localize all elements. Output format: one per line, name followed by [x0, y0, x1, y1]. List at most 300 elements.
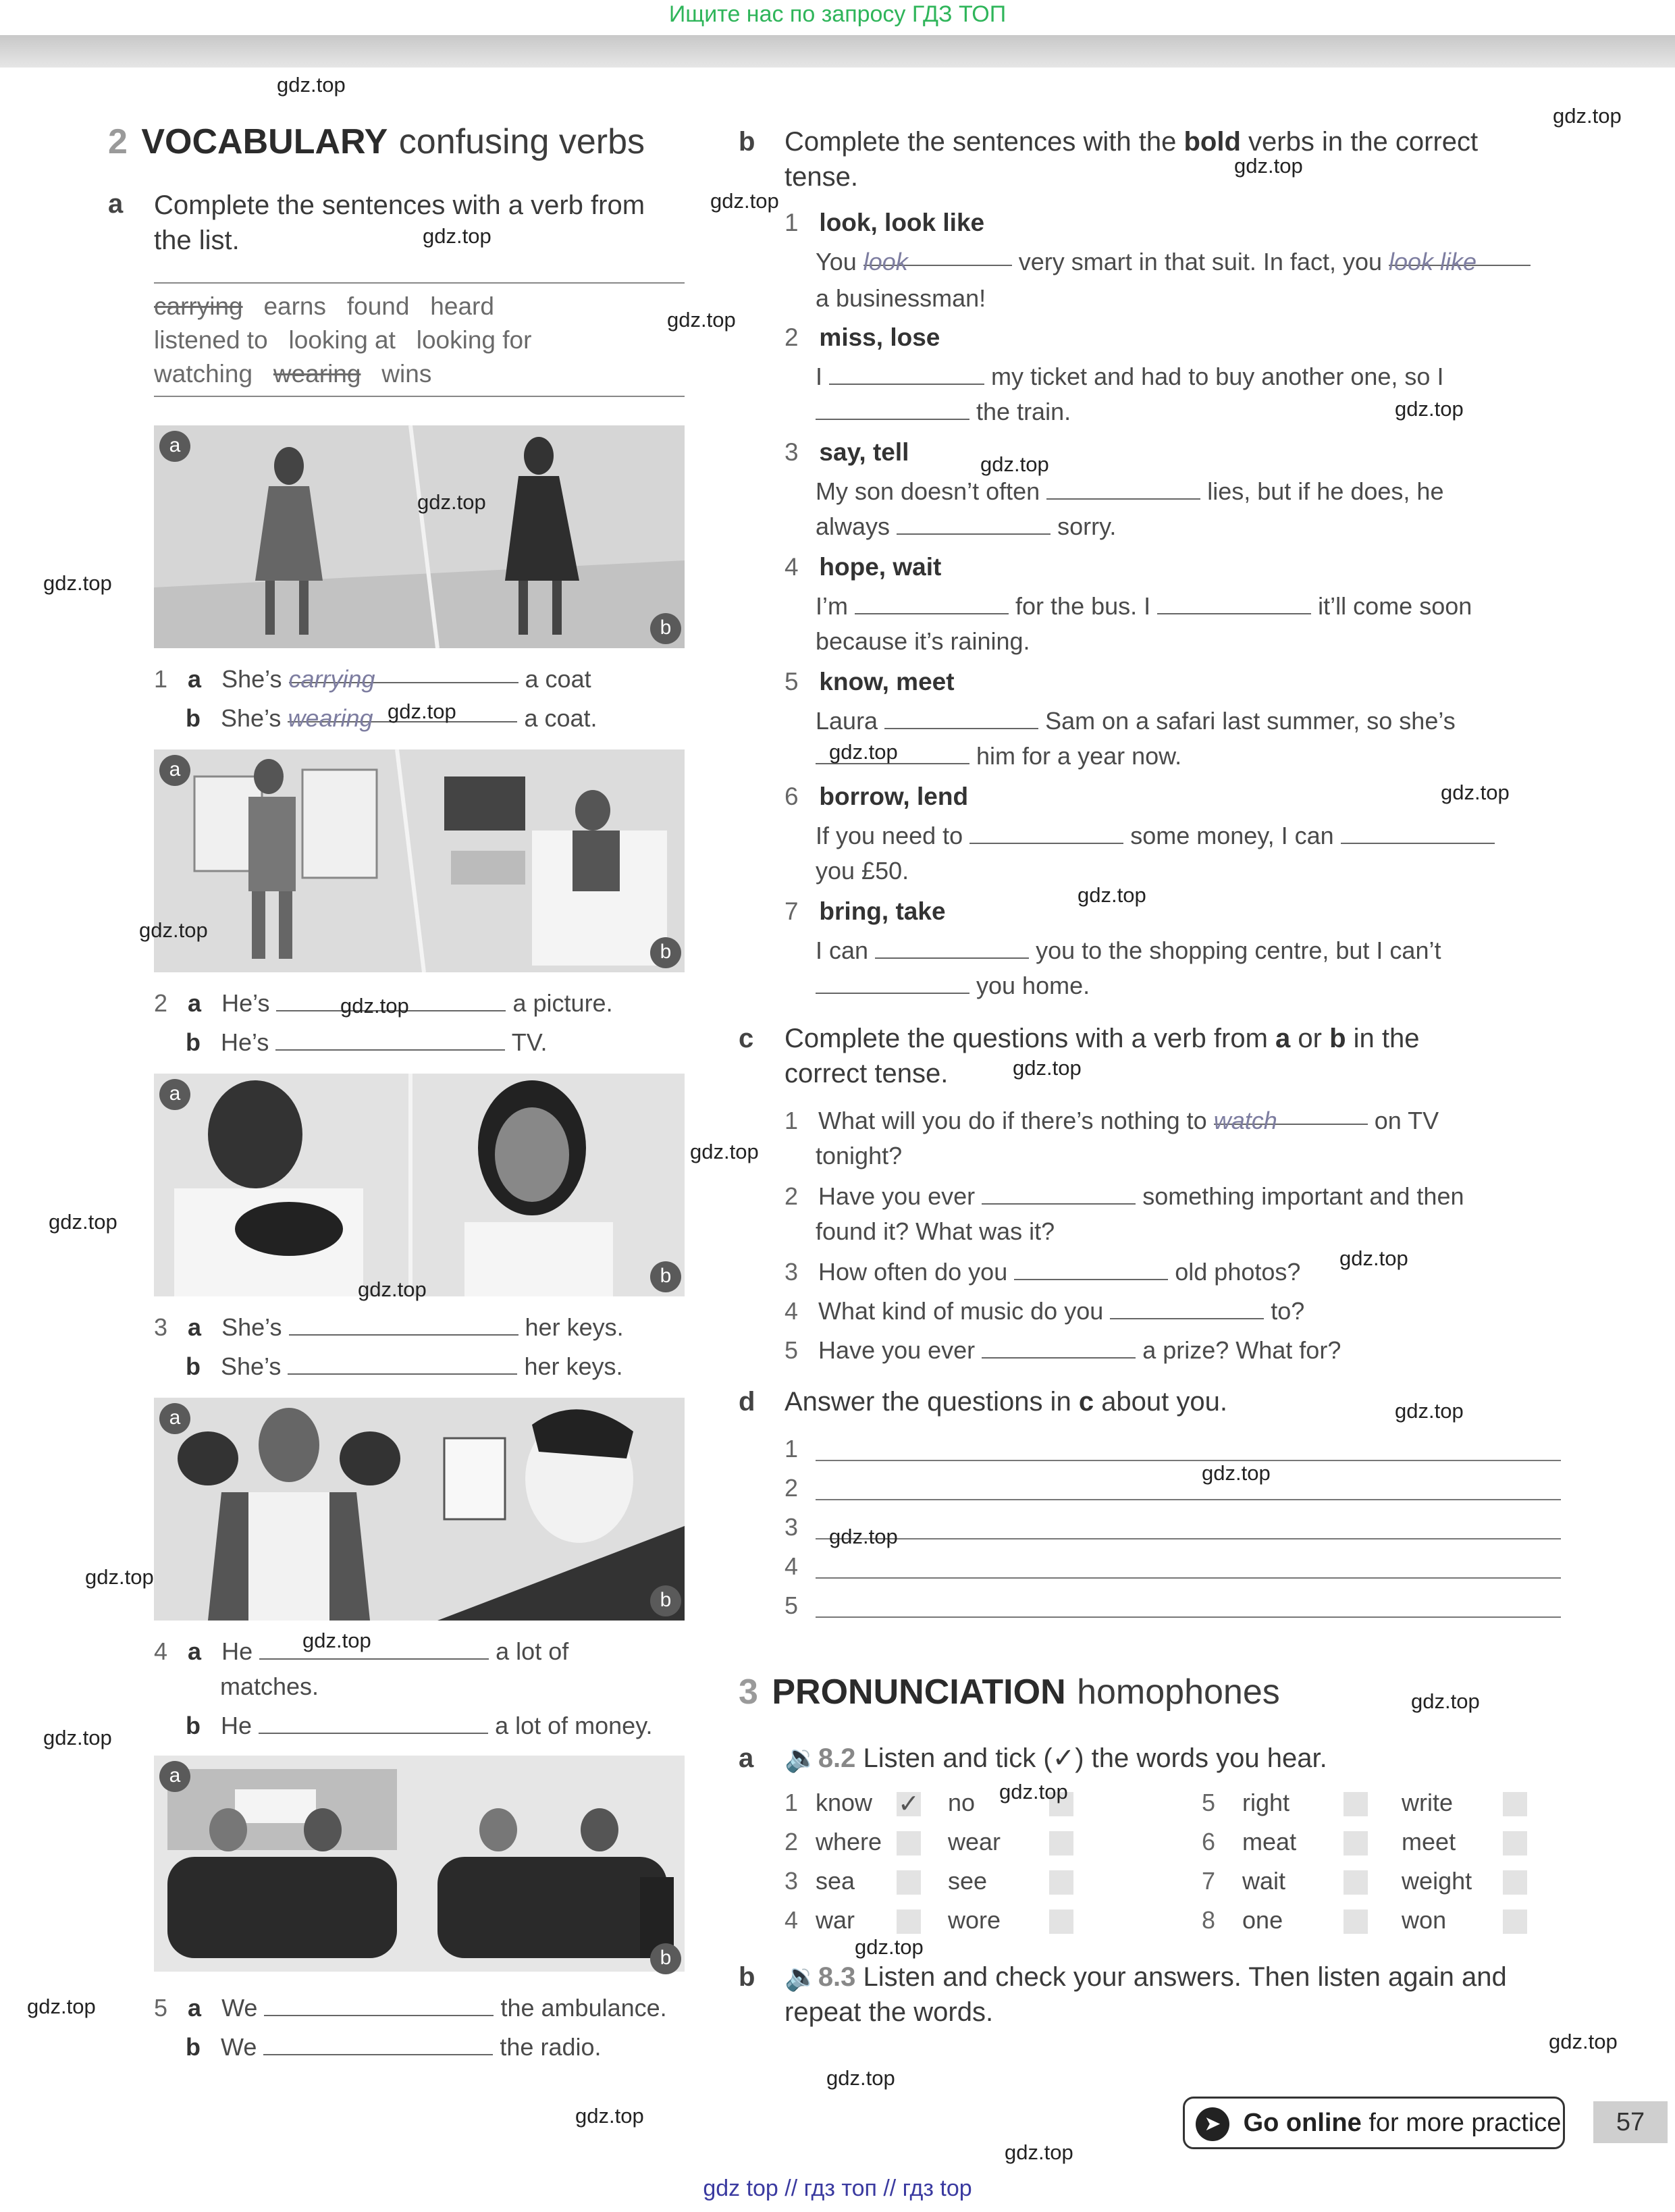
filled-answer: watch: [1213, 1107, 1277, 1134]
answer-blank[interactable]: [1389, 244, 1531, 275]
picture-tag-b: b: [650, 1261, 681, 1292]
text: Have you ever: [818, 1182, 976, 1210]
illustration-boxer-money-drawing: [154, 1398, 685, 1621]
answer-blank[interactable]: [275, 1029, 505, 1051]
item-verbs: miss, lose: [819, 323, 940, 351]
answer-blank[interactable]: [1014, 1259, 1168, 1280]
c-item-4: [785, 1294, 1304, 1329]
watermark: gdz.top: [829, 740, 898, 764]
tick-box[interactable]: [1049, 1831, 1073, 1855]
answer-blank[interactable]: [288, 662, 519, 693]
picture-tag-a: a: [159, 431, 190, 462]
item-number: 5: [785, 1336, 799, 1364]
watermark: gdz.top: [358, 1278, 427, 1301]
watermark: gdz.top: [43, 1726, 112, 1749]
item-verbs: bring, take: [819, 897, 946, 925]
tick-box[interactable]: [1344, 1792, 1368, 1816]
c-item-2-line2: found it? What was it?: [816, 1217, 1055, 1245]
item-subject: He: [221, 1712, 252, 1739]
b-item-5-heading: [785, 664, 955, 700]
item-end: the ambulance.: [500, 1994, 667, 2022]
tick-box[interactable]: [1503, 1870, 1527, 1895]
answer-blank[interactable]: [982, 1183, 1136, 1205]
exercise-instruction-line2: tense.: [785, 162, 858, 192]
b-item-3-heading: [785, 435, 909, 470]
item-label: a: [188, 1994, 202, 2022]
c-item-3: [785, 1255, 1300, 1290]
instruction-text: Listen and check your answers. Then listen again and: [863, 1962, 1507, 1992]
illustration-keys-drawing: [154, 1074, 685, 1296]
illustration-ambulance-radio-drawing: [154, 1756, 685, 1972]
item-number: 2: [785, 323, 799, 351]
tick-box[interactable]: [1049, 1910, 1073, 1934]
answer-blank[interactable]: [884, 708, 1038, 729]
b-item-4-heading: [785, 550, 941, 585]
watermark: gdz.top: [710, 189, 779, 213]
item-subject: She’s: [221, 1352, 282, 1380]
tick-box[interactable]: [897, 1831, 921, 1855]
illustration-ambulance-radio: [154, 1756, 685, 1972]
item-end: a lot of money.: [495, 1712, 653, 1739]
instruction-text: Complete the sentences with the: [785, 127, 1177, 157]
instruction-text: or: [1298, 1024, 1322, 1053]
go-online-button[interactable]: [1183, 2097, 1565, 2149]
exercise-instruction: [785, 1741, 1327, 1776]
exercise-instruction: Complete the sentences with a verb from the list.: [154, 190, 645, 255]
filled-answer: wearing: [288, 704, 373, 732]
watermark: gdz.top: [1078, 883, 1146, 907]
vocab-item-1a: [154, 662, 591, 697]
item-subject: We: [221, 2033, 257, 2061]
go-online-bold: Go online: [1243, 2109, 1362, 2137]
b-item-2-line1: [816, 359, 1443, 394]
watermark: gdz.top: [1202, 1461, 1271, 1485]
item-subject: She’s: [221, 704, 282, 732]
item-number: 2: [154, 989, 168, 1017]
answer-line[interactable]: [816, 1577, 1561, 1579]
b-item-7-line1: [816, 933, 1441, 968]
item-subject: She’s: [221, 665, 282, 693]
text: something important and then: [1142, 1182, 1464, 1210]
watermark: gdz.top: [417, 490, 486, 514]
answer-blank[interactable]: [855, 593, 1009, 614]
word: watching: [154, 360, 253, 388]
answer-blank[interactable]: [1110, 1298, 1264, 1319]
c-item-1: [785, 1103, 1439, 1138]
picture-tag-b: b: [650, 1585, 681, 1616]
word-list-row-3: [154, 357, 431, 392]
watermark: gdz.top: [388, 700, 456, 723]
answer-blank[interactable]: [969, 822, 1123, 844]
item-number: 1: [785, 209, 799, 236]
item-label: b: [186, 2033, 201, 2061]
item-label: b: [186, 704, 201, 732]
exercise-instruction: [785, 1384, 1227, 1419]
word: meet: [1402, 1828, 1456, 1855]
audio-icon[interactable]: 🔉: [785, 1743, 818, 1773]
audio-track[interactable]: 8.2: [818, 1743, 856, 1773]
b-item-7-heading: [785, 894, 946, 929]
item-number: 3: [154, 1313, 168, 1341]
watermark: gdz.top: [690, 1140, 759, 1163]
answer-line[interactable]: [816, 1460, 1561, 1461]
word: wearing: [273, 360, 361, 388]
item-number: 5: [154, 1994, 168, 2022]
item-verbs: hope, wait: [819, 553, 942, 581]
text: my ticket and had to buy another one, so I: [991, 363, 1444, 390]
text: I can: [816, 937, 869, 964]
watermark: gdz.top: [855, 1935, 924, 1959]
b-item-7-line2: [816, 968, 1090, 1003]
answer-line[interactable]: [816, 1499, 1561, 1500]
item-verbs: know, meet: [819, 668, 955, 695]
text: to?: [1271, 1297, 1305, 1325]
word: meat: [1242, 1828, 1297, 1855]
item-number: 5: [1202, 1789, 1216, 1816]
word-box-bottom-rule: [154, 396, 685, 397]
text: I: [816, 363, 823, 390]
answer-blank[interactable]: [289, 1314, 519, 1336]
watermark: gdz.top: [999, 1780, 1068, 1803]
top-band: [0, 35, 1675, 68]
answer-blank[interactable]: [1046, 478, 1200, 500]
section-number: 2: [108, 122, 128, 161]
answer-blank[interactable]: [897, 513, 1051, 535]
word: looking for: [416, 326, 532, 354]
text: I’m: [816, 592, 848, 620]
word: where: [816, 1828, 882, 1855]
text: You: [816, 248, 857, 275]
filled-answer: look: [863, 248, 908, 275]
word: wait: [1242, 1867, 1286, 1895]
watermark: gdz.top: [340, 994, 409, 1018]
tick-box[interactable]: [1049, 1870, 1073, 1895]
watermark: gdz.top: [829, 1525, 898, 1548]
tick-box[interactable]: [897, 1790, 921, 1819]
instruction-bold: bold: [1184, 127, 1241, 157]
tick-box[interactable]: [897, 1910, 921, 1934]
tick-box[interactable]: [1503, 1910, 1527, 1934]
answer-line-number: 1: [785, 1435, 799, 1463]
item-end: a coat: [525, 665, 591, 693]
watermark: gdz.top: [139, 918, 208, 942]
word: know: [816, 1789, 873, 1816]
b-item-1-line2: a businessman!: [816, 284, 986, 312]
text: it’ll come soon: [1318, 592, 1472, 620]
illustration-picture-tv-drawing: [154, 749, 685, 972]
tick-mark: ✓: [898, 1790, 920, 1819]
item-number: 3: [785, 1867, 799, 1895]
instruction-bold: a: [1275, 1024, 1291, 1053]
answer-line-number: 4: [785, 1552, 799, 1580]
watermark: gdz.top: [1411, 1689, 1480, 1713]
exercise-instruction-line2: repeat the words.: [785, 1997, 994, 2027]
exercise-instruction: [785, 1021, 1628, 1056]
text: lies, but if he does, he: [1207, 477, 1444, 505]
text: you home.: [976, 972, 1090, 999]
watermark: gdz.top: [1395, 1399, 1464, 1423]
b-item-3-line2: [816, 509, 1116, 544]
homophone-grid: [785, 1785, 1595, 1947]
instruction-text: about you.: [1101, 1387, 1228, 1417]
watermark: gdz.top: [826, 2066, 895, 2090]
answer-line[interactable]: [816, 1616, 1561, 1618]
word: listened to: [154, 326, 268, 354]
instruction-bold: c: [1078, 1387, 1094, 1417]
item-number: 7: [785, 897, 799, 925]
item-number: 1: [785, 1107, 799, 1134]
illustration-coat: [154, 425, 685, 648]
word: wear: [948, 1828, 1001, 1855]
text: How often do you: [818, 1258, 1008, 1286]
word-box-top-rule: [154, 282, 685, 284]
instruction-text: Complete the questions with a verb from: [785, 1024, 1268, 1053]
answer-line-number: 2: [785, 1474, 799, 1502]
word: looking at: [288, 326, 396, 354]
text: My son doesn’t often: [816, 477, 1040, 505]
answer-blank[interactable]: [259, 1638, 489, 1660]
word-list-row-2: [154, 323, 531, 358]
item-label: a: [188, 1637, 202, 1665]
picture-tag-a: a: [159, 1761, 190, 1792]
pronunciation-heading: [739, 1672, 1280, 1712]
tick-box[interactable]: [1344, 1831, 1368, 1855]
tick-box[interactable]: [897, 1870, 921, 1895]
word: no: [948, 1789, 976, 1816]
b-item-4-line1: [816, 589, 1472, 624]
watermark: gdz.top: [575, 2104, 644, 2128]
b-item-6-line2: you £50.: [816, 857, 909, 885]
item-end: a lot of: [496, 1637, 569, 1665]
watermark: gdz.top: [1395, 397, 1464, 421]
b-item-6-heading: [785, 779, 968, 814]
vocab-item-5a: [154, 1991, 667, 2026]
item-label: b: [186, 1028, 201, 1056]
answer-blank[interactable]: [259, 1712, 488, 1734]
tick-box[interactable]: [1344, 1910, 1368, 1934]
homophone-row: [785, 1903, 1527, 1938]
picture-tag-b: b: [650, 613, 681, 644]
b-item-4-line2: because it’s raining.: [816, 627, 1030, 655]
b-item-1-heading: [785, 205, 984, 240]
exercise-letter: d: [739, 1387, 755, 1417]
watermark: gdz.top: [1005, 2140, 1073, 2164]
b-item-6-line1: [816, 818, 1495, 853]
go-online-rest: for more practice: [1368, 2109, 1562, 2137]
section-subtitle: confusing verbs: [398, 122, 645, 161]
watermark: gdz.top: [277, 73, 346, 97]
b-item-1-line1: [816, 244, 1531, 280]
answer-blank[interactable]: [264, 1995, 494, 2016]
picture-tag-b: b: [650, 1943, 681, 1974]
vocab-item-2b: [186, 1025, 547, 1060]
item-end: her keys.: [525, 1313, 624, 1341]
illustration-coat-drawing: [154, 425, 685, 648]
answer-line-number: 5: [785, 1591, 799, 1619]
word: wins: [381, 360, 432, 388]
vocabulary-heading: [108, 122, 645, 162]
answer-line-number: 3: [785, 1513, 799, 1541]
page-number: 57: [1593, 2101, 1668, 2143]
word: write: [1402, 1789, 1454, 1816]
b-item-5-line1: [816, 704, 1456, 739]
word: found: [346, 292, 410, 320]
c-item-2: [785, 1179, 1464, 1214]
item-number: 1: [785, 1789, 799, 1816]
word: wore: [948, 1906, 1001, 1934]
item-number: 2: [785, 1182, 799, 1210]
word: see: [948, 1867, 988, 1895]
answer-blank[interactable]: [1341, 822, 1495, 844]
watermark: gdz.top: [1339, 1246, 1408, 1270]
item-number: 5: [785, 668, 799, 695]
item-verbs: say, tell: [819, 438, 909, 466]
watermark: gdz.top: [1549, 2030, 1618, 2053]
answer-blank[interactable]: [816, 398, 969, 420]
item-number: 3: [785, 1258, 799, 1286]
answer-line[interactable]: [816, 1538, 1561, 1539]
item-number: 4: [785, 553, 799, 581]
exercise-letter: b: [739, 127, 755, 157]
picture-tag-a: a: [159, 1079, 190, 1110]
vocab-item-5b: [186, 2030, 602, 2065]
item-number: 6: [785, 783, 799, 810]
exercise-letter: b: [739, 1962, 755, 1992]
item-number: 4: [785, 1297, 799, 1325]
filled-answer: carrying: [288, 665, 375, 693]
word: war: [816, 1906, 855, 1934]
item-subject: He: [221, 1637, 253, 1665]
homophone-row: [785, 1785, 1527, 1820]
item-label: a: [188, 1313, 202, 1341]
answer-blank[interactable]: [829, 363, 984, 385]
item-verbs: look, look like: [819, 209, 985, 236]
item-subject: We: [221, 1994, 258, 2022]
tick-box[interactable]: [1503, 1831, 1527, 1855]
homophone-row: [785, 1864, 1527, 1899]
text: very smart in that suit. In fact, you: [1018, 248, 1382, 275]
instruction-text: in the: [1353, 1024, 1420, 1053]
text: old photos?: [1175, 1258, 1301, 1286]
b-item-2-heading: [785, 320, 940, 355]
exercise-instruction: [785, 124, 1595, 159]
exercise-letter: a: [739, 1743, 754, 1773]
exercise-instruction: [785, 1959, 1507, 1995]
item-number: 8: [1202, 1906, 1216, 1934]
footer-links[interactable]: gdz top // гдз топ // гдз top: [703, 2176, 972, 2201]
c-item-1-line2: tonight?: [816, 1142, 903, 1169]
instruction-text: Listen and tick (✓) the words you hear.: [863, 1743, 1327, 1773]
word: earns: [263, 292, 327, 320]
item-number: 2: [785, 1828, 799, 1855]
section-subtitle: homophones: [1077, 1673, 1280, 1712]
text: some money, I can: [1130, 822, 1334, 849]
item-end: TV.: [511, 1028, 548, 1056]
instruction-bold: b: [1329, 1024, 1346, 1053]
vocab-item-4b: [186, 1708, 653, 1743]
vocab-item-3b: [186, 1349, 623, 1384]
word: one: [1242, 1906, 1283, 1934]
item-subject: He’s: [221, 1028, 269, 1056]
word: heard: [430, 292, 494, 320]
audio-track[interactable]: 8.3: [818, 1962, 856, 1992]
watermark: gdz.top: [1234, 154, 1303, 178]
text: a prize? What for?: [1142, 1336, 1341, 1364]
text: sorry.: [1057, 512, 1117, 540]
watermark: gdz.top: [49, 1210, 117, 1234]
watermark: gdz.top: [980, 452, 1049, 476]
watermark: gdz.top: [667, 308, 736, 332]
item-subject: He’s: [221, 989, 270, 1017]
watermark: gdz.top: [1553, 104, 1622, 128]
exercise-instruction-line2: correct tense.: [785, 1059, 949, 1088]
text: the train.: [976, 398, 1071, 425]
word: weight: [1402, 1867, 1472, 1895]
item-label: a: [188, 665, 202, 693]
text: Sam on a safari last summer, so she’s: [1045, 707, 1456, 735]
text: on TV: [1374, 1107, 1439, 1134]
answer-blank[interactable]: [1157, 593, 1311, 614]
item-end: her keys.: [524, 1352, 623, 1380]
item-number: 7: [1202, 1867, 1216, 1895]
b-item-3-line1: [816, 474, 1443, 509]
text: If you need to: [816, 822, 963, 849]
instruction-text: Answer the questions in: [785, 1387, 1071, 1417]
illustration-keys: [154, 1074, 685, 1296]
item-number: 4: [785, 1906, 799, 1934]
item-end: a picture.: [512, 989, 613, 1017]
answer-blank[interactable]: [875, 937, 1029, 959]
item-number: 1: [154, 665, 168, 693]
answer-blank[interactable]: [1213, 1103, 1368, 1134]
answer-blank[interactable]: [816, 972, 969, 994]
filled-answer: look like: [1389, 248, 1477, 275]
watermark: gdz.top: [423, 224, 491, 248]
answer-blank[interactable]: [982, 1337, 1136, 1359]
item-end: a coat.: [524, 704, 597, 732]
watermark: gdz.top: [43, 571, 112, 595]
item-end: the radio.: [500, 2033, 602, 2061]
text: What kind of music do you: [818, 1297, 1104, 1325]
exercise-letter: a: [108, 189, 124, 219]
tick-box[interactable]: [1503, 1792, 1527, 1816]
text: him for a year now.: [976, 742, 1182, 770]
watermark: gdz.top: [85, 1565, 154, 1589]
top-banner[interactable]: Ищите нас по запросу ГДЗ ТОП: [668, 1, 1007, 27]
watermark: gdz.top: [1013, 1056, 1082, 1080]
picture-tag-a: a: [159, 755, 190, 786]
audio-icon[interactable]: 🔉: [785, 1962, 818, 1992]
item-label: b: [186, 1712, 201, 1739]
picture-tag-a: a: [159, 1403, 190, 1434]
section-title: PRONUNCIATION: [772, 1673, 1066, 1712]
vocab-item-4a-continued: matches.: [220, 1673, 319, 1700]
text: What will you do if there’s nothing to: [818, 1107, 1207, 1134]
answer-blank[interactable]: [263, 2034, 493, 2055]
word: sea: [816, 1867, 855, 1895]
instruction-text: verbs in the correct: [1248, 127, 1479, 157]
answer-blank[interactable]: [863, 244, 1012, 275]
tick-box[interactable]: [1344, 1870, 1368, 1895]
text: Laura: [816, 707, 878, 735]
section-number: 3: [739, 1673, 758, 1712]
item-subject: She’s: [221, 1313, 282, 1341]
item-verbs: borrow, lend: [819, 783, 969, 810]
item-number: 4: [154, 1637, 168, 1665]
text: always: [816, 512, 890, 540]
word-list-row-1: [154, 289, 494, 324]
answer-blank[interactable]: [288, 1353, 517, 1375]
